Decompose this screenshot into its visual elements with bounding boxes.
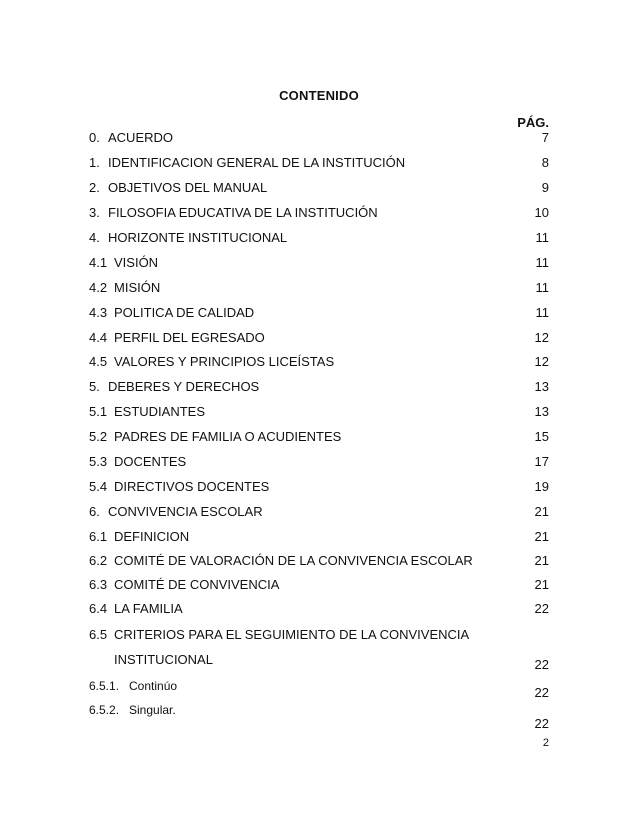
toc-entry-label: VALORES Y PRINCIPIOS LICEÍSTAS [114, 354, 335, 369]
toc-entry-label: MISIÓN [114, 280, 161, 295]
toc-entry-label: Continúo [129, 679, 178, 693]
toc-entry-page: 9 [541, 180, 549, 195]
page-number: 2 [542, 737, 549, 749]
toc-entry [89, 677, 549, 700]
toc-entry-number: 1. [89, 155, 100, 170]
toc-entry-label: FILOSOFIA EDUCATIVA DE LA INSTITUCIÓN [108, 205, 378, 220]
toc-entry-page: 19 [534, 479, 549, 494]
toc-entry-page: 22 [534, 685, 549, 700]
toc-entry [89, 552, 549, 570]
toc-entry-number: 3. [89, 205, 100, 220]
toc-entry-continuation [89, 651, 549, 672]
toc-entry-page: 11 [535, 305, 549, 320]
toc-entry-page: 15 [534, 429, 549, 444]
toc-entry [89, 179, 549, 197]
toc-entry-label: VISIÓN [114, 255, 159, 270]
toc-entry-number: 4.1 [89, 255, 108, 270]
toc-entry-number: 5.4 [89, 479, 108, 494]
toc-entry-page: 21 [534, 529, 549, 544]
toc-entry [89, 503, 549, 521]
toc-entry [89, 254, 549, 272]
toc-entry [89, 403, 549, 421]
toc-entry-number: 4.5 [89, 354, 108, 369]
toc-entry-number: 5.3 [89, 454, 108, 469]
toc-entry [89, 204, 549, 222]
toc-entry-number: 5.2 [89, 429, 108, 444]
toc-entry-page: 11 [535, 280, 549, 295]
toc-entry-number: 5.1 [89, 404, 108, 419]
toc-entry-page: 12 [534, 330, 549, 345]
toc-entry-number: 0. [89, 130, 100, 145]
toc-entry-number: 6. [89, 504, 100, 519]
toc-entry-label: COMITÉ DE CONVIVENCIA [114, 577, 280, 592]
toc-entry [89, 353, 549, 371]
toc-entry-page: 22 [534, 716, 549, 731]
toc-entry-number: 6.2 [89, 553, 108, 568]
toc-entry-label: INSTITUCIONAL [114, 652, 213, 667]
toc-entry-label: LA FAMILIA [114, 601, 183, 616]
page-column-header: PÁG. [517, 115, 549, 130]
toc-entry-label: Singular. [129, 703, 176, 717]
toc-entry [89, 528, 549, 546]
toc-entry-page: 21 [534, 504, 549, 519]
toc-entry [89, 329, 549, 347]
toc-entry [89, 428, 549, 446]
toc-entry [89, 576, 549, 594]
toc-entry [89, 154, 549, 172]
toc-entry-number: 4. [89, 230, 100, 245]
toc-entry-page: 13 [534, 379, 549, 394]
toc-entry [89, 129, 549, 147]
toc-entry-page: 11 [535, 255, 549, 270]
toc-entry-label: CRITERIOS PARA EL SEGUIMIENTO DE LA CONVIVENCIA [114, 627, 470, 642]
toc-entry-number: 6.3 [89, 577, 108, 592]
toc-entry-label: DEFINICION [114, 529, 190, 544]
toc-entry-page: 11 [535, 230, 549, 245]
toc-entry-page: 22 [534, 657, 549, 672]
toc-entry-number: 2. [89, 180, 100, 195]
toc-entry-label: OBJETIVOS DEL MANUAL [108, 180, 268, 195]
toc-entry [89, 600, 549, 618]
toc-entry-page: 22 [534, 601, 549, 616]
toc-entry [89, 229, 549, 247]
toc-entry-label: ACUERDO [108, 130, 174, 145]
toc-entry-label: POLITICA DE CALIDAD [114, 305, 255, 320]
toc-entry-number: 6.4 [89, 601, 108, 616]
toc-entry-label: CONVIVENCIA ESCOLAR [108, 504, 263, 519]
toc-entry-number: 4.2 [89, 280, 108, 295]
toc-entry-label: PERFIL DEL EGRESADO [114, 330, 265, 345]
toc-entry [89, 701, 549, 731]
toc-entry-label: DOCENTES [114, 454, 187, 469]
toc-entry [89, 626, 549, 644]
toc-entry-label: IDENTIFICACION GENERAL DE LA INSTITUCIÓN [108, 155, 406, 170]
toc-entry-number: 6.5.2. [89, 703, 120, 717]
toc-entry-label: PADRES DE FAMILIA O ACUDIENTES [114, 429, 342, 444]
toc-title: CONTENIDO [279, 88, 359, 103]
toc-entry [89, 453, 549, 471]
toc-entry-page: 8 [541, 155, 549, 170]
toc-entry-label: DIRECTIVOS DOCENTES [114, 479, 270, 494]
toc-entry [89, 279, 549, 297]
toc-entry-number: 4.3 [89, 305, 108, 320]
toc-entry-label: COMITÉ DE VALORACIÓN DE LA CONVIVENCIA ESCOLAR [114, 553, 473, 568]
toc-entry-page: 12 [534, 354, 549, 369]
toc-entry-page: 10 [534, 205, 549, 220]
toc-entry-page: 17 [534, 454, 549, 469]
toc-entry [89, 304, 549, 322]
toc-entry-page: 21 [534, 577, 549, 592]
toc-entry-number: 6.1 [89, 529, 108, 544]
toc-entry [89, 378, 549, 396]
toc-entry-page: 7 [541, 130, 549, 145]
toc-entry [89, 478, 549, 496]
toc-entry-number: 5. [89, 379, 100, 394]
toc-entry-page: 13 [534, 404, 549, 419]
toc-entry-number: 6.5 [89, 627, 108, 642]
toc-entry-number: 4.4 [89, 330, 108, 345]
toc-entry-label: DEBERES Y DERECHOS [108, 379, 260, 394]
toc-entry-page: 21 [534, 553, 549, 568]
toc-entry-label: ESTUDIANTES [114, 404, 206, 419]
toc-entry-number: 6.5.1. [89, 679, 120, 693]
toc-entry-label: HORIZONTE INSTITUCIONAL [108, 230, 288, 245]
